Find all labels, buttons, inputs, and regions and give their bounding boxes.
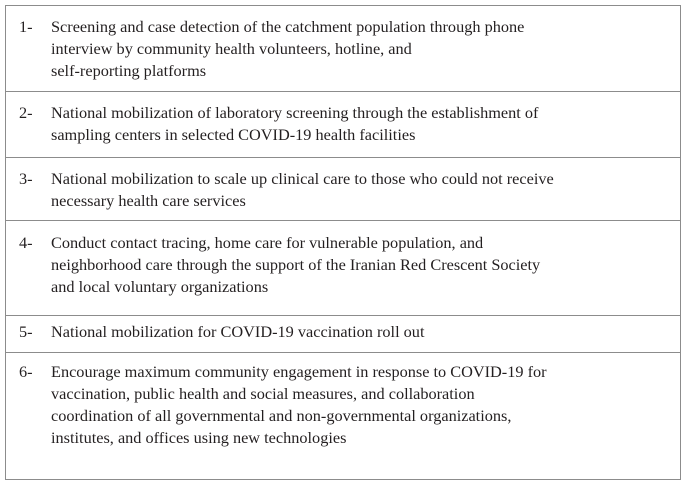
item-number: 3- xyxy=(19,169,33,188)
table-row xyxy=(5,158,681,221)
item-text: National mobilization to scale up clinical care to those who could not receive necessary health care services xyxy=(51,169,554,210)
item-number: 2- xyxy=(19,103,33,122)
table-row xyxy=(5,316,681,353)
item-number: 5- xyxy=(19,322,33,341)
measures-table xyxy=(5,5,681,480)
item-number: 6- xyxy=(19,362,33,381)
item-text: National mobilization of laboratory screening through the establishment of sampling centers in selected COVID-19 health facilities xyxy=(51,103,539,144)
table-row xyxy=(5,221,681,316)
item-number: 4- xyxy=(19,233,33,252)
item-number: 1- xyxy=(19,17,33,36)
item-text: National mobilization for COVID-19 vaccination roll out xyxy=(51,322,425,341)
table-row xyxy=(5,353,681,480)
table-row xyxy=(5,6,681,92)
item-text: Encourage maximum community engagement in response to COVID-19 for vaccination, public health and social measures, and collaboration coordination of all governmental and non-governmental organizations, institutes, and offices using new technologies xyxy=(51,362,547,447)
item-text: Conduct contact tracing, home care for vulnerable population, and neighborhood care through the support of the Iranian Red Crescent Society and local voluntary organizations xyxy=(51,233,541,296)
table-row xyxy=(5,92,681,158)
item-text: Screening and case detection of the catchment population through phone interview by community health volunteers, hotline, and self-reporting platforms xyxy=(51,17,525,80)
